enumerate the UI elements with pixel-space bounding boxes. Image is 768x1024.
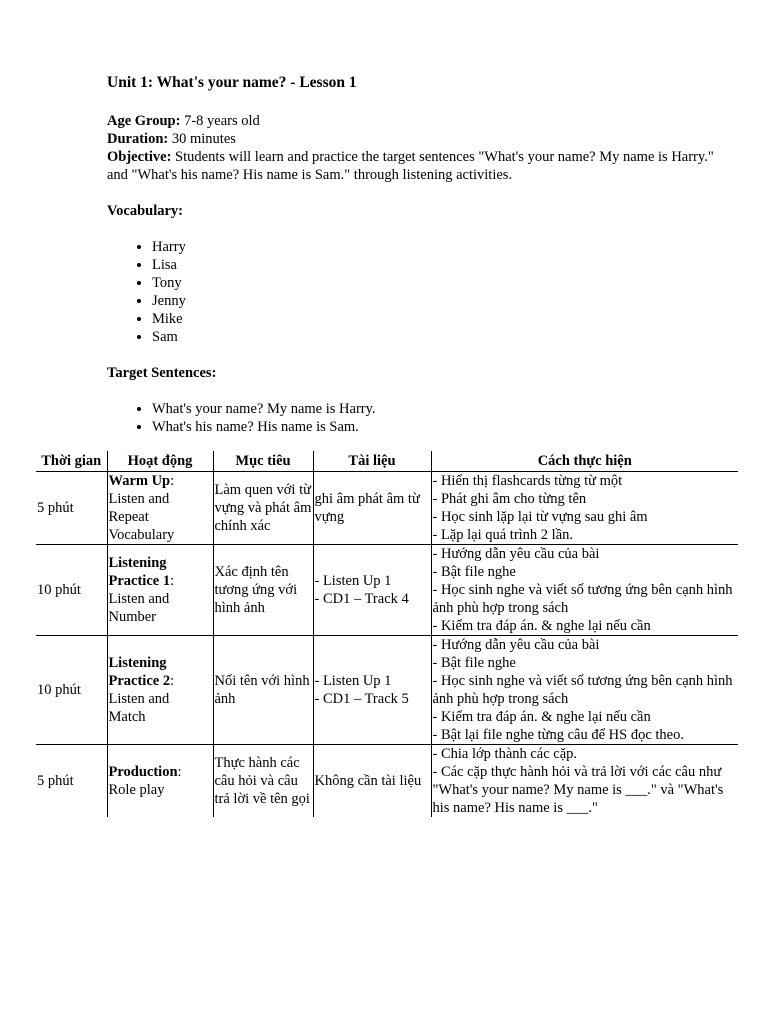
- procedure-step: - Học sinh lặp lại từ vựng sau ghi âm: [432, 509, 648, 525]
- target-sentences-heading: Target Sentences:: [107, 365, 217, 381]
- procedure-step: - Bật file nghe: [432, 564, 516, 580]
- materials-cell: [313, 472, 431, 545]
- age-group-line: [107, 112, 727, 130]
- duration-value: 30 minutes: [171, 131, 236, 147]
- target-sentence-item: • What's his name? His name is Sam.: [152, 418, 727, 436]
- procedure-step: - Hướng dẫn yêu cầu của bài: [432, 637, 600, 653]
- objective-line: [107, 148, 727, 184]
- vocabulary-item: • Tony: [152, 274, 727, 292]
- time-text: 10 phút: [37, 682, 81, 698]
- procedure-step: - Phát ghi âm cho từng tên: [432, 491, 587, 507]
- activity-line: Listen and: [108, 591, 170, 607]
- activity-cell: [107, 636, 213, 745]
- time-cell: [36, 472, 107, 545]
- materials-cell: [313, 545, 431, 636]
- target-sentence-item: • What's your name? My name is Harry.: [152, 400, 727, 418]
- activity-title: Listening Practice 1: [108, 555, 171, 589]
- procedure-step: - Học sinh nghe và viết số tương ứng bên cạnh hình ảnh phù hợp trong sách: [432, 582, 733, 616]
- materials-line: Không cần tài liệu: [314, 773, 422, 789]
- page-title: Unit 1: What's your name? - Lesson 1: [107, 74, 357, 91]
- header-time: Thời gian: [36, 451, 107, 472]
- activity-line: Listen and: [108, 691, 170, 707]
- materials-line: ghi âm phát âm từ vựng: [314, 491, 420, 525]
- vocabulary-item: • Jenny: [152, 292, 727, 310]
- activity-line: Number: [108, 609, 157, 625]
- activity-cell: [107, 545, 213, 636]
- header-materials: Tài liệu: [313, 451, 431, 472]
- activity-line: Repeat: [108, 509, 149, 525]
- vocabulary-item: • Lisa: [152, 256, 727, 274]
- activity-cell: [107, 745, 213, 818]
- target-sentences-list: [107, 400, 727, 436]
- vocabulary-list: [107, 238, 727, 346]
- time-text: 10 phút: [37, 582, 81, 598]
- materials-line: - Listen Up 1: [314, 673, 392, 689]
- procedure-step: - Hướng dẫn yêu cầu của bài: [432, 546, 600, 562]
- time-cell: [36, 745, 107, 818]
- goal-text: Xác định tên tương ứng với hình ảnh: [214, 564, 298, 616]
- procedure-step: - Kiểm tra đáp án. & nghe lại nếu cần: [432, 618, 651, 634]
- procedure-step: - Bật lại file nghe từng câu để HS đọc theo.: [432, 727, 684, 743]
- activity-title-line: Listening Practice 1:: [108, 555, 175, 589]
- table-header-row: [36, 451, 738, 472]
- activity-title-line: Listening Practice 2:: [108, 655, 175, 689]
- vocabulary-item: • Harry: [152, 238, 727, 256]
- table-row: [36, 545, 738, 636]
- procedure-cell: [431, 636, 738, 745]
- activity-line: Listen and: [108, 491, 170, 507]
- materials-line: - Listen Up 1: [314, 573, 392, 589]
- time-cell: [36, 636, 107, 745]
- time-text: 5 phút: [37, 773, 74, 789]
- procedure-step: - Hiển thị flashcards từng từ một: [432, 473, 623, 489]
- activity-line: Role play: [108, 782, 165, 798]
- procedure-step: - Học sinh nghe và viết số tương ứng bên cạnh hình ảnh phù hợp trong sách: [432, 673, 733, 707]
- procedure-step: - Bật file nghe: [432, 655, 516, 671]
- objective-value: Students will learn and practice the target sentences "What's your name? My name is Harry." and "What's his name? His name is Sam." through listening activities.: [107, 149, 714, 183]
- header-procedure: Cách thực hiện: [431, 451, 738, 472]
- time-cell: [36, 545, 107, 636]
- duration-line: [107, 130, 727, 148]
- procedure-step: - Kiểm tra đáp án. & nghe lại nếu cần: [432, 709, 651, 725]
- activity-title: Warm Up: [108, 473, 171, 489]
- activity-title-line: Production:: [108, 764, 182, 780]
- objective-label: Objective:: [107, 149, 172, 165]
- age-group-label: Age Group:: [107, 113, 181, 129]
- goal-cell: [213, 472, 313, 545]
- table-row: [36, 745, 738, 818]
- age-group-value: 7-8 years old: [184, 113, 260, 129]
- procedure-cell: [431, 745, 738, 818]
- goal-cell: [213, 636, 313, 745]
- goal-cell: [213, 545, 313, 636]
- activity-cell: [107, 472, 213, 545]
- vocabulary-item: • Mike: [152, 310, 727, 328]
- lesson-meta: [107, 112, 727, 184]
- activity-line: Vocabulary: [108, 527, 175, 543]
- lesson-header: [107, 72, 727, 436]
- materials-cell: [313, 745, 431, 818]
- vocabulary-item: • Sam: [152, 328, 727, 346]
- materials-cell: [313, 636, 431, 745]
- materials-line: - CD1 – Track 4: [314, 591, 409, 607]
- time-text: 5 phút: [37, 500, 74, 516]
- activity-title: Production: [108, 764, 178, 780]
- activity-title-line: Warm Up:: [108, 473, 175, 489]
- header-activity: Hoạt động: [107, 451, 213, 472]
- lesson-plan-table: [36, 451, 738, 817]
- goal-cell: [213, 745, 313, 818]
- procedure-step: - Các cặp thực hành hỏi và trả lời với các câu như "What's your name? My name is ___." và "What's his name? His name is ___.": [432, 764, 724, 816]
- header-goal: Mục tiêu: [213, 451, 313, 472]
- activity-title: Listening Practice 2: [108, 655, 171, 689]
- procedure-cell: [431, 545, 738, 636]
- goal-text: Nối tên với hình ảnh: [214, 673, 310, 707]
- vocabulary-heading: Vocabulary:: [107, 203, 183, 219]
- goal-text: Thực hành các câu hỏi và câu trả lời về tên gọi: [214, 755, 310, 807]
- table-row: [36, 472, 738, 545]
- duration-label: Duration:: [107, 131, 169, 147]
- procedure-cell: [431, 472, 738, 545]
- activity-line: Match: [108, 709, 146, 725]
- procedure-step: - Lặp lại quá trình 2 lần.: [432, 527, 574, 543]
- procedure-step: - Chia lớp thành các cặp.: [432, 746, 578, 762]
- table-row: [36, 636, 738, 745]
- goal-text: Làm quen với từ vựng và phát âm chính xác: [214, 482, 312, 534]
- materials-line: - CD1 – Track 5: [314, 691, 409, 707]
